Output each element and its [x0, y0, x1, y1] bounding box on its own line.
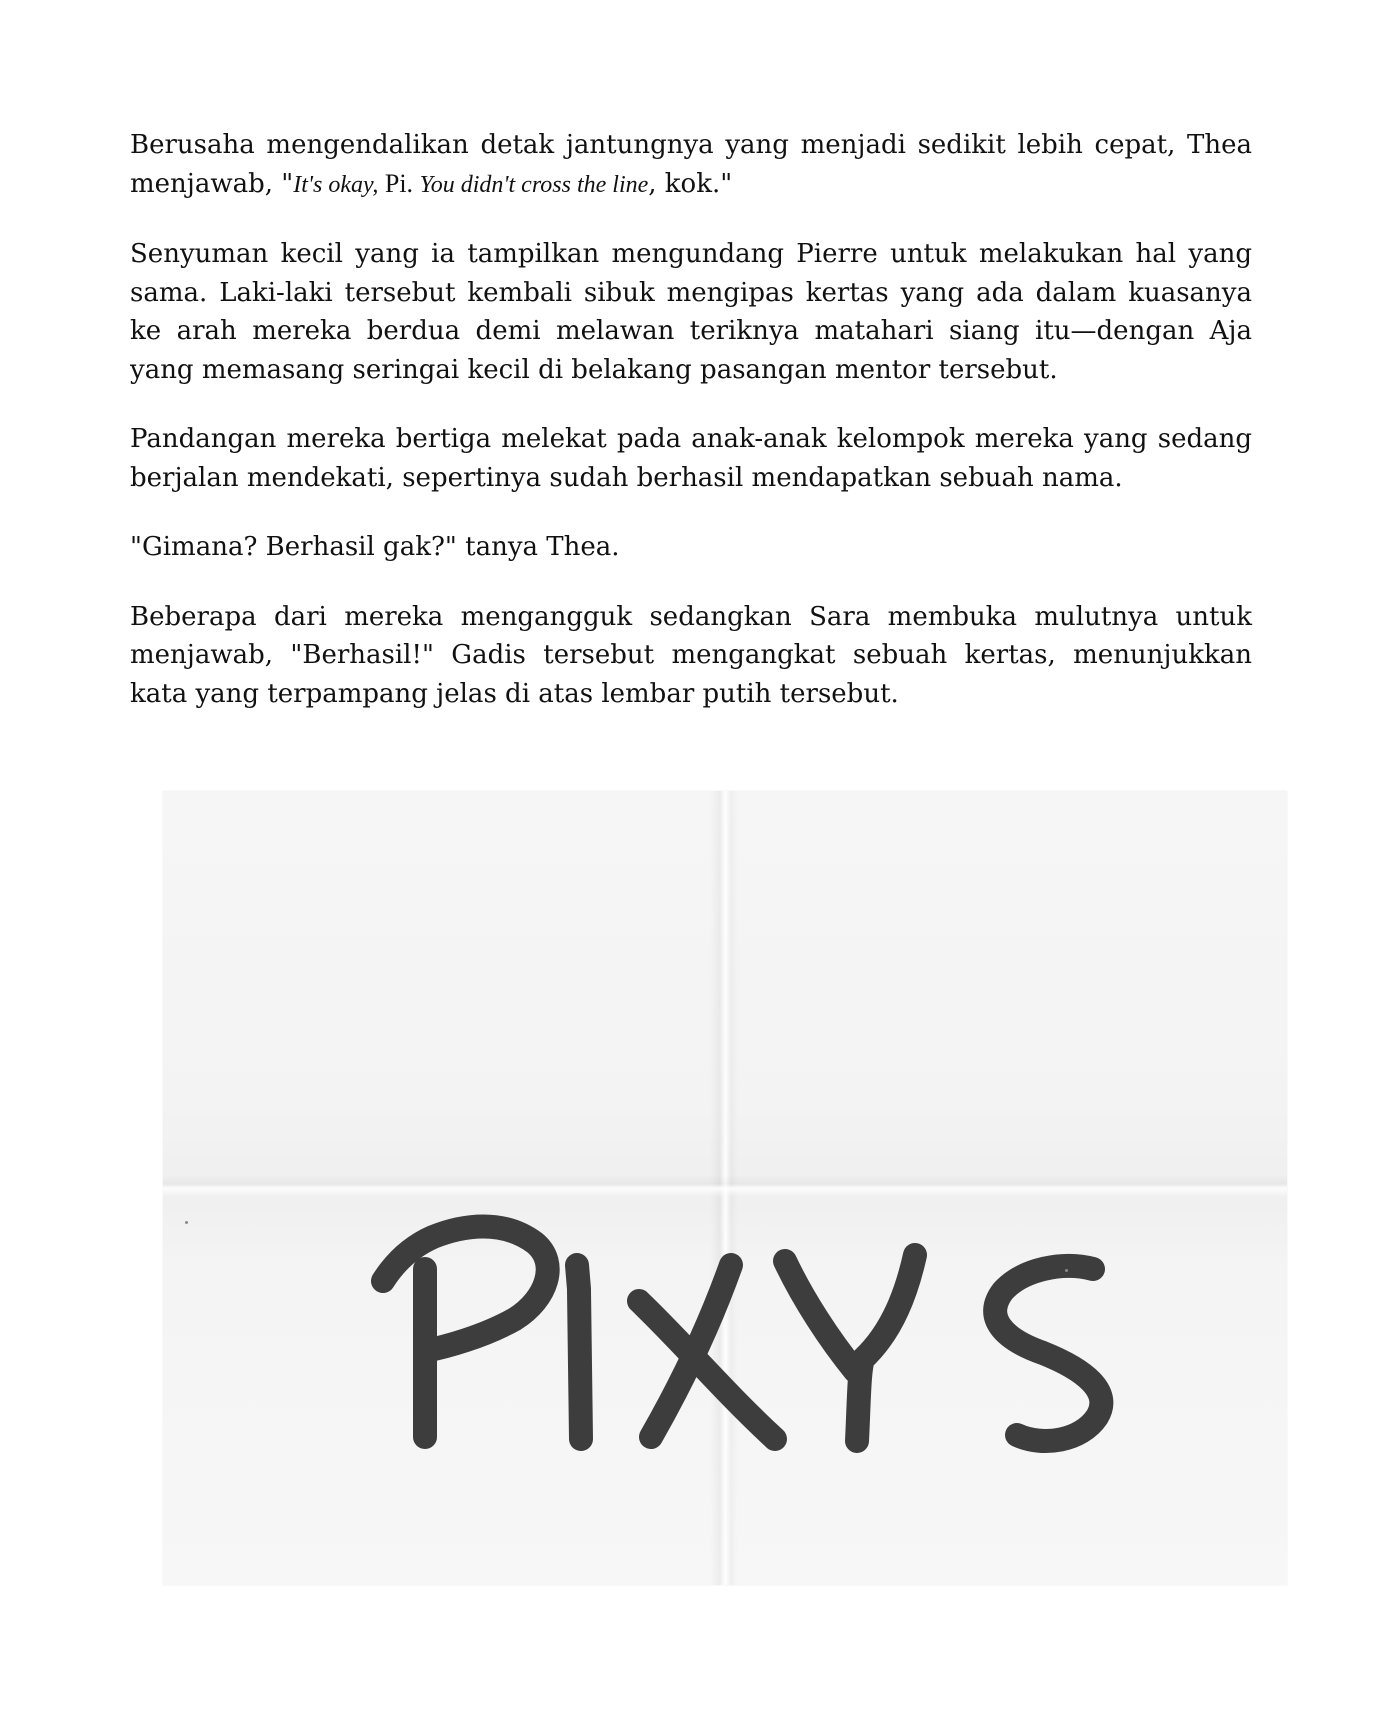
- folded-paper-image: [163, 791, 1287, 1585]
- paragraph-5: Beberapa dari mereka mengangguk sedangkan Sara membuka mulutnya untuk menjawab, "Berhasil!" Gadis tersebut mengangkat sebuah kertas, menunjukkan kata yang terpampang jelas di atas lembar putih tersebut.: [130, 601, 1252, 709]
- letter-x-stroke-2: [651, 1265, 731, 1437]
- paper-speck: [185, 1221, 188, 1224]
- paper-speck: [1065, 1269, 1068, 1272]
- italic-phrase-cross-the-line: You didn't cross the line: [419, 171, 649, 198]
- letter-s-stroke: [995, 1266, 1101, 1441]
- letter-y-arm: [785, 1261, 855, 1371]
- paragraph-1: [130, 126, 1252, 204]
- paragraph-1-text-mid: Pi.: [378, 168, 420, 198]
- handwritten-word-pixys: [163, 791, 1287, 1585]
- letter-p-stroke: [383, 1227, 548, 1352]
- paragraph-3: Pandangan mereka bertiga melekat pada anak-anak kelompok mereka yang sedang berjalan mendekati, sepertinya sudah berhasil mendapatkan sebuah nama.: [130, 424, 1252, 493]
- paragraph-4: "Gimana? Berhasil gak?" tanya Thea.: [130, 532, 620, 562]
- italic-phrase-its-okay: It's okay,: [293, 171, 379, 198]
- paragraph-2: Senyuman kecil yang ia tampilkan mengundang Pierre untuk melakukan hal yang sama. Laki-laki tersebut kembali sibuk mengipas kertas yang ada dalam kuasanya ke arah mereka berdua demi melawan teriknya matahari siang itu—dengan Aja yang memasang seringai kecil di belakang pasangan mentor tersebut.: [130, 239, 1252, 385]
- letter-y-stem: [857, 1255, 915, 1441]
- paragraph-1-text-start: Berusaha mengendalikan detak jantungnya yang menjadi sedikit lebih cepat, Thea menjawab, ": [130, 130, 1252, 199]
- letter-i-stem: [579, 1291, 581, 1439]
- body-text: [130, 126, 1252, 744]
- paragraph-1-text-end: , kok.": [648, 168, 733, 199]
